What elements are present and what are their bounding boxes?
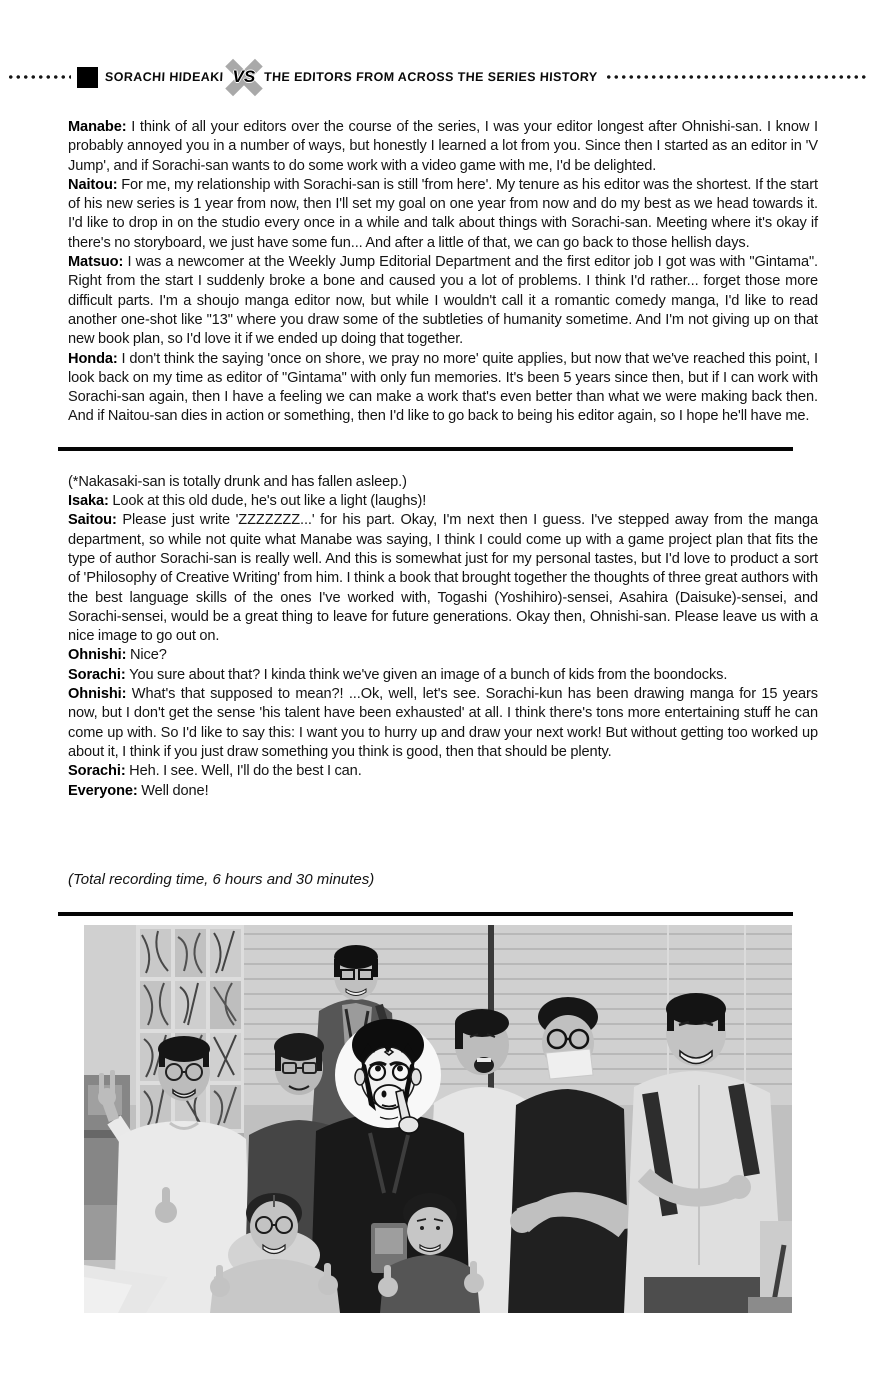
dialogue-text: I think of all your editors over the course of the series, I was your editor longest after Ohnishi-san. I know I probably annoyed you in a number of ways, but honestly I learned a lot from you. Since then I started as an editor in 'V Jump', and if Sorachi-san wants to do some work with a video game with me, I'd be delighted. [68, 119, 818, 174]
speaker-name: Sorachi: [68, 763, 126, 780]
dialogue-line [68, 253, 818, 349]
dialogue-line [68, 350, 818, 427]
speaker-name: Sorachi: [68, 666, 126, 683]
dialogue-text: What's that supposed to mean?! ...Ok, well, let's see. Sorachi-kun has been drawing manga for 15 years now, but I don't get the sense 'his talent have been exhausted' at all. I think there's tons more entertaining stuff he can come up with. So I'd like to say this: I want you to hurry up and draw your next work! But without getting too worked up about it, I think if you just draw something you think is good, then that should be plenty. [68, 686, 818, 760]
recording-time-note: (Total recording time, 6 hours and 30 minutes) [68, 870, 375, 888]
speaker-name: Saitou: [68, 512, 117, 529]
section-header [7, 64, 868, 90]
interview-block-1 [68, 118, 818, 427]
stage-note: (*Nakasaki-san is totally drunk and has fallen asleep.) [68, 473, 407, 490]
header-title-right: THE EDITORS FROM ACROSS THE SERIES HISTORY [263, 70, 598, 84]
dialogue-text: You sure about that? I kinda think we've given an image of a bunch of kids from the boondocks. [129, 666, 728, 683]
speaker-name: Ohnishi: [68, 686, 127, 703]
speaker-name: Naitou: [68, 176, 118, 193]
dialogue-text: Heh. I see. Well, I'll do the best I can. [129, 763, 362, 780]
speaker-name: Ohnishi: [68, 647, 127, 664]
dialogue-text: Look at this old dude, he's out like a light (laughs)! [112, 493, 427, 510]
dialogue-line [68, 511, 818, 646]
dialogue-text: For me, my relationship with Sorachi-san is still 'from here'. My tenure as his editor was the shortest. If the start of his new series is 1 year from now, then I'll set my goal on one year from now and do my best as we head towards it. I'd like to drop in on the studio every once in a while and talk about things with Sorachi-san. Meeting where it's okay if there's no storyboard, we just have some fun... And after a little of that, we can go back to those hellish days. [68, 176, 818, 251]
dialogue-text: I don't think the saying 'once on shore, we pray no more' quite applies, but now that we've reached this point, I look back on my time as editor of "Gintama" with only fun memories. It's been 5 years since then, but if I can work with Sorachi-san again, then I have a feeling we can make a work that's even better than what we were making back then. And if Naitou-san dies in action or something, then I'd like to go back to being his editor again, so I hope he'll have me. [68, 350, 819, 425]
dotted-rule-right [605, 74, 868, 80]
dialogue-line [68, 646, 818, 665]
vs-emblem [226, 64, 262, 90]
dialogue-text: I was a newcomer at the Weekly Jump Editorial Department and the first editor job I got was with "Gintama". Right from the start I suddenly broke a bone and caused you a lot of problems. I think I'd rather... forget those more difficult parts. I'm a shoujo manga editor now, but while I wouldn't call it a romantic comedy manga, I'd like to read another one-shot like "13" where you draw some of the subtleties of humanity sometime. And I'm not giving up on that new book plan, so I'd love it if we ended up doing that together. [68, 254, 818, 348]
section-divider-2 [58, 912, 793, 916]
dialogue-text: Well done! [141, 782, 209, 799]
dialogue-line [68, 782, 818, 801]
dialogue-line [68, 666, 818, 685]
dotted-rule-left [7, 74, 71, 80]
section-divider-1 [58, 447, 793, 451]
vs-label: VS [232, 67, 256, 86]
speaker-name: Manabe: [68, 119, 127, 135]
dialogue-line [68, 762, 818, 781]
speaker-name: Honda: [68, 350, 118, 367]
header-title-left: SORACHI HIDEAKI [104, 70, 224, 84]
speaker-name: Matsuo: [68, 254, 124, 271]
interview-block-2 [68, 473, 818, 801]
dialogue-line [68, 118, 818, 176]
dialogue-line [68, 492, 818, 511]
section-square-marker [77, 67, 98, 88]
dialogue-text: Nice? [129, 647, 167, 664]
photo-foreground [84, 925, 792, 1313]
dialogue-line [68, 685, 818, 762]
group-photo [84, 925, 792, 1313]
speaker-name: Isaka: [68, 493, 109, 510]
dialogue-text: Please just write 'ZZZZZZZ...' for his part. Okay, I'm next then I guess. I've stepped away from the manga department, so while not quite what Manabe was saying, I think I could come up with a game project plan that fits the type of author Sorachi-san is really well. And this is somewhat just for my personal tastes, but I'd love to product a sort of 'Philosophy of Creative Writing' from him. I think a book that brought together the thoughts of three great authors with the best language skills of the ones I've worked with, Togashi (Yoshihiro)-sensei, Asahira (Daisuke)-sensei, and Sorachi-sensei, would be a great thing to leave for future generations. Okay then, Ohnishi-san. Please leave us with a nice image to go out on. [68, 512, 819, 645]
dialogue-line [68, 176, 818, 253]
speaker-name: Everyone: [68, 782, 138, 799]
